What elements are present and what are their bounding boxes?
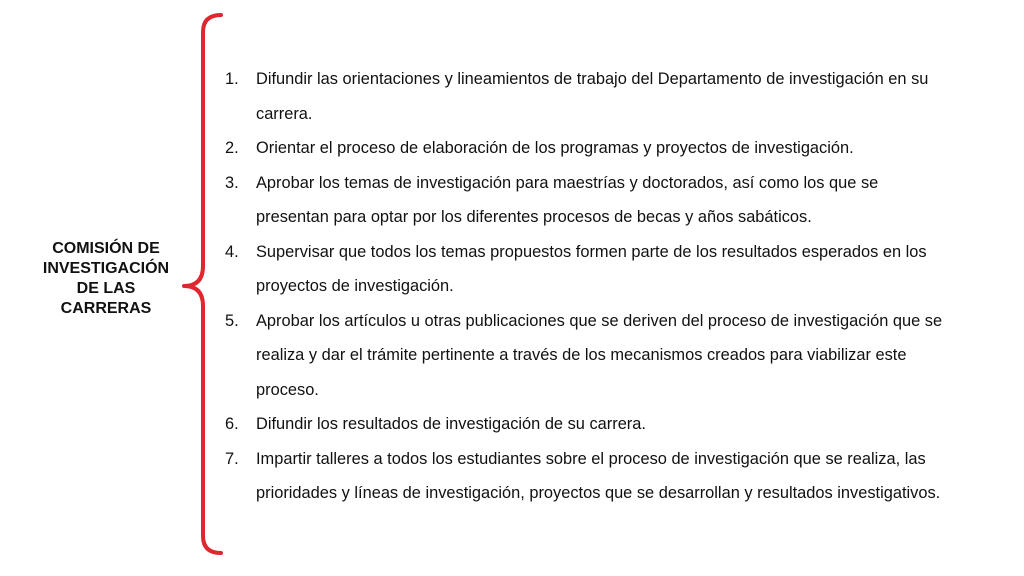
item-text: Aprobar los temas de investigación para maestrías y doctorados, así como los que se presentan para optar por los diferentes procesos de becas y años sabáticos. [256,173,879,226]
item-text: Impartir talleres a todos los estudiantes sobre el proceso de investigación que se realiza, las prioridades y líneas de investigación, proyectos que se desarrollan y resultados investigativos. [256,449,941,502]
committee-title-line: CARRERAS [60,300,152,317]
list-item [225,235,955,304]
item-number: 1. [225,70,239,88]
item-text: Orientar el proceso de elaboración de los programas y proyectos de investigación. [256,139,854,157]
item-number: 3. [225,173,239,192]
list-item [225,166,955,235]
committee-title [36,239,176,319]
item-number: 6. [225,415,239,433]
responsibilities-list [225,62,955,511]
item-number: 4. [225,242,239,261]
curly-brace-icon [180,12,230,557]
list-item [225,131,955,166]
brace-path [184,15,221,553]
list-item [225,442,955,511]
list-item [225,62,955,131]
item-text: Aprobar los artículos u otras publicaciones que se deriven del proceso de investigación que se realiza y dar el trámite pertinente a través de los mecanismos creados para viabilizar este proceso. [256,311,943,399]
item-text: Difundir las orientaciones y lineamientos de trabajo del Departamento de investigación en su carrera. [256,70,929,123]
item-text: Difundir los resultados de investigación de su carrera. [256,415,646,433]
committee-title-line: INVESTIGACIÓN [42,260,170,277]
committee-title-line: DE LAS [76,280,136,297]
item-number: 5. [225,311,239,330]
list-item [225,304,955,408]
list-item [225,407,955,442]
committee-title-line: COMISIÓN DE [52,240,160,257]
item-number: 2. [225,139,239,157]
item-text: Supervisar que todos los temas propuestos formen parte de los resultados esperados en los proyectos de investigación. [256,242,927,295]
item-number: 7. [225,449,239,468]
